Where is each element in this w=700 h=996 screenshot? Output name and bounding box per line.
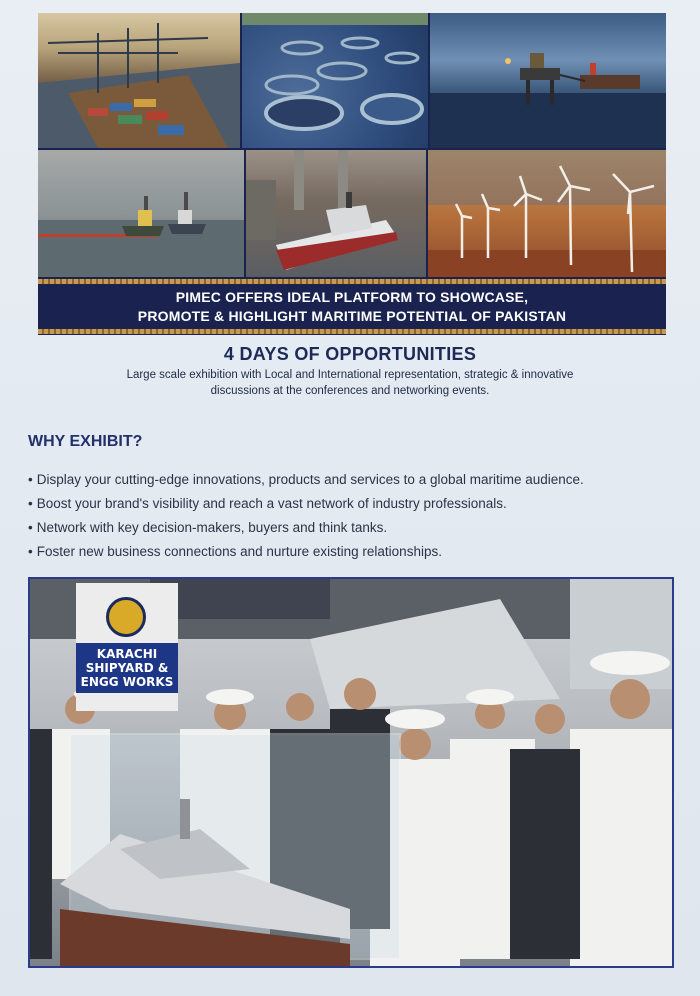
naval-ship-photo bbox=[246, 150, 426, 277]
list-item-text: Foster new business connections and nurture existing relationships. bbox=[36, 544, 442, 559]
bullet-icon: • bbox=[28, 520, 33, 535]
container-port-illustration bbox=[38, 13, 240, 148]
collage bbox=[38, 13, 666, 335]
wind-turbines-photo bbox=[428, 150, 666, 277]
banner-line-1: PIMEC OFFERS IDEAL PLATFORM TO SHOWCASE, bbox=[175, 289, 529, 305]
bullet-icon: • bbox=[28, 472, 33, 487]
days-description: Large scale exhibition with Local and International representation, strategic & innovative discussions at the conferences and networking events. bbox=[126, 369, 574, 397]
why-exhibit-list bbox=[28, 468, 688, 564]
container-port-photo bbox=[38, 13, 240, 148]
bullet-icon: • bbox=[28, 496, 33, 511]
bullet-icon: • bbox=[28, 544, 33, 559]
fish-farm-illustration bbox=[242, 13, 428, 148]
exhibition-photo bbox=[28, 577, 674, 968]
days-title: 4 DAYS OF OPPORTUNITIES bbox=[223, 344, 477, 364]
promo-banner bbox=[38, 285, 666, 329]
rope-border-top bbox=[38, 279, 666, 284]
tug-boats-illustration bbox=[38, 150, 244, 277]
offshore-rig-photo bbox=[430, 13, 666, 148]
tug-boats-photo bbox=[38, 150, 244, 277]
list-item-text: Boost your brand's visibility and reach a vast network of industry professionals. bbox=[36, 496, 507, 511]
fish-farm-photo bbox=[242, 13, 428, 148]
banner-line-2: PROMOTE & HIGHLIGHT MARITIME POTENTIAL OF PAKISTAN bbox=[137, 308, 567, 324]
list-item-text: Network with key decision-makers, buyers and think tanks. bbox=[36, 520, 388, 535]
naval-ship-illustration bbox=[246, 150, 426, 277]
list-item bbox=[28, 540, 688, 564]
wind-turbines-illustration bbox=[428, 150, 666, 277]
list-item bbox=[28, 468, 688, 492]
rope-border-bottom bbox=[38, 329, 666, 334]
offshore-rig-illustration bbox=[430, 13, 666, 148]
list-item bbox=[28, 516, 688, 540]
why-exhibit-title: WHY EXHIBIT? bbox=[28, 433, 143, 450]
list-item-text: Display your cutting-edge innovations, products and services to a global maritime audience. bbox=[36, 472, 584, 487]
list-item bbox=[28, 492, 688, 516]
shipyard-sign-text: KARACHI SHIPYARD & ENGG WORKS bbox=[76, 643, 178, 693]
emblem-icon bbox=[106, 597, 146, 637]
shipyard-sign bbox=[76, 583, 178, 711]
